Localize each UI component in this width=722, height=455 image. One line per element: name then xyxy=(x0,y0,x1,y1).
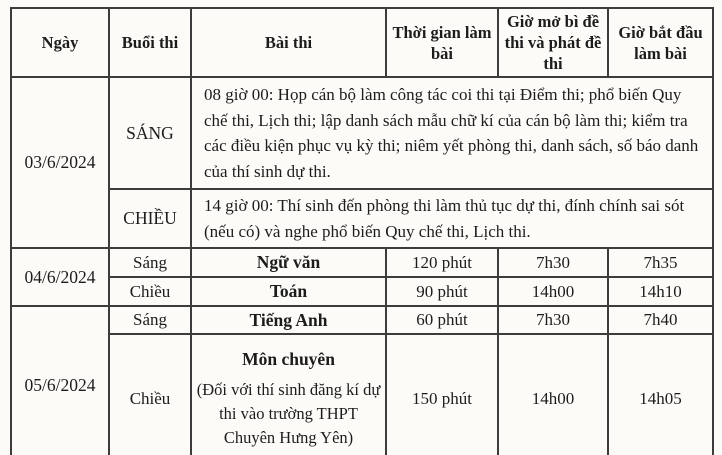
session-cell: Chiều xyxy=(109,334,191,455)
subject-cell: Toán xyxy=(191,277,386,306)
table-row xyxy=(11,77,713,189)
session-cell: SÁNG xyxy=(109,77,191,189)
open-time-cell: 7h30 xyxy=(498,306,608,334)
header-date: Ngày xyxy=(11,8,109,77)
session-cell: Sáng xyxy=(109,306,191,334)
header-start-time: Giờ bắt đầu làm bài xyxy=(608,8,713,77)
table-row xyxy=(11,306,713,334)
session-cell: Chiều xyxy=(109,277,191,306)
subject-note: (Đối với thí sinh đăng kí dự thi vào trường THPT Chuyên Hưng Yên) xyxy=(196,379,381,447)
duration-cell: 120 phút xyxy=(386,248,498,277)
header-open-time: Giờ mở bì đề thi và phát đề thi xyxy=(498,8,608,77)
open-time-cell: 14h00 xyxy=(498,277,608,306)
header-duration: Thời gian làm bài xyxy=(386,8,498,77)
start-time-cell: 7h40 xyxy=(608,306,713,334)
activity-cell: 14 giờ 00: Thí sinh đến phòng thi làm thủ tục dự thi, đính chính sai sót (nếu có) và nghe phổ biến Quy chế thi, Lịch thi. xyxy=(191,189,713,248)
open-time-cell: 14h00 xyxy=(498,334,608,455)
start-time-cell: 7h35 xyxy=(608,248,713,277)
duration-cell: 60 phút xyxy=(386,306,498,334)
header-session: Buổi thi xyxy=(109,8,191,77)
duration-cell: 90 phút xyxy=(386,277,498,306)
table-row xyxy=(11,189,713,248)
start-time-cell: 14h05 xyxy=(608,334,713,455)
header-exam: Bài thi xyxy=(191,8,386,77)
table-row xyxy=(11,334,713,455)
subject-cell xyxy=(191,334,386,455)
subject-cell: Tiếng Anh xyxy=(191,306,386,334)
session-cell: Sáng xyxy=(109,248,191,277)
date-cell: 03/6/2024 xyxy=(11,77,109,248)
table-row xyxy=(11,248,713,277)
table-row xyxy=(11,277,713,306)
activity-cell: 08 giờ 00: Họp cán bộ làm công tác coi thi tại Điểm thi; phổ biến Quy chế thi, Lịch thi; lập danh sách mẫu chữ kí của cán bộ làm thi; kiểm tra các điều kiện phục vụ kỳ thi; niêm yết phòng thi, danh sách, số báo danh của thí sinh dự thi. xyxy=(191,77,713,189)
duration-cell: 150 phút xyxy=(386,334,498,455)
date-cell: 04/6/2024 xyxy=(11,248,109,306)
header-row xyxy=(11,8,713,77)
subject-title: Môn chuyên xyxy=(242,348,335,369)
subject-cell: Ngữ văn xyxy=(191,248,386,277)
date-cell: 05/6/2024 xyxy=(11,306,109,455)
open-time-cell: 7h30 xyxy=(498,248,608,277)
session-cell: CHIỀU xyxy=(109,189,191,248)
start-time-cell: 14h10 xyxy=(608,277,713,306)
exam-schedule-table xyxy=(10,7,714,455)
